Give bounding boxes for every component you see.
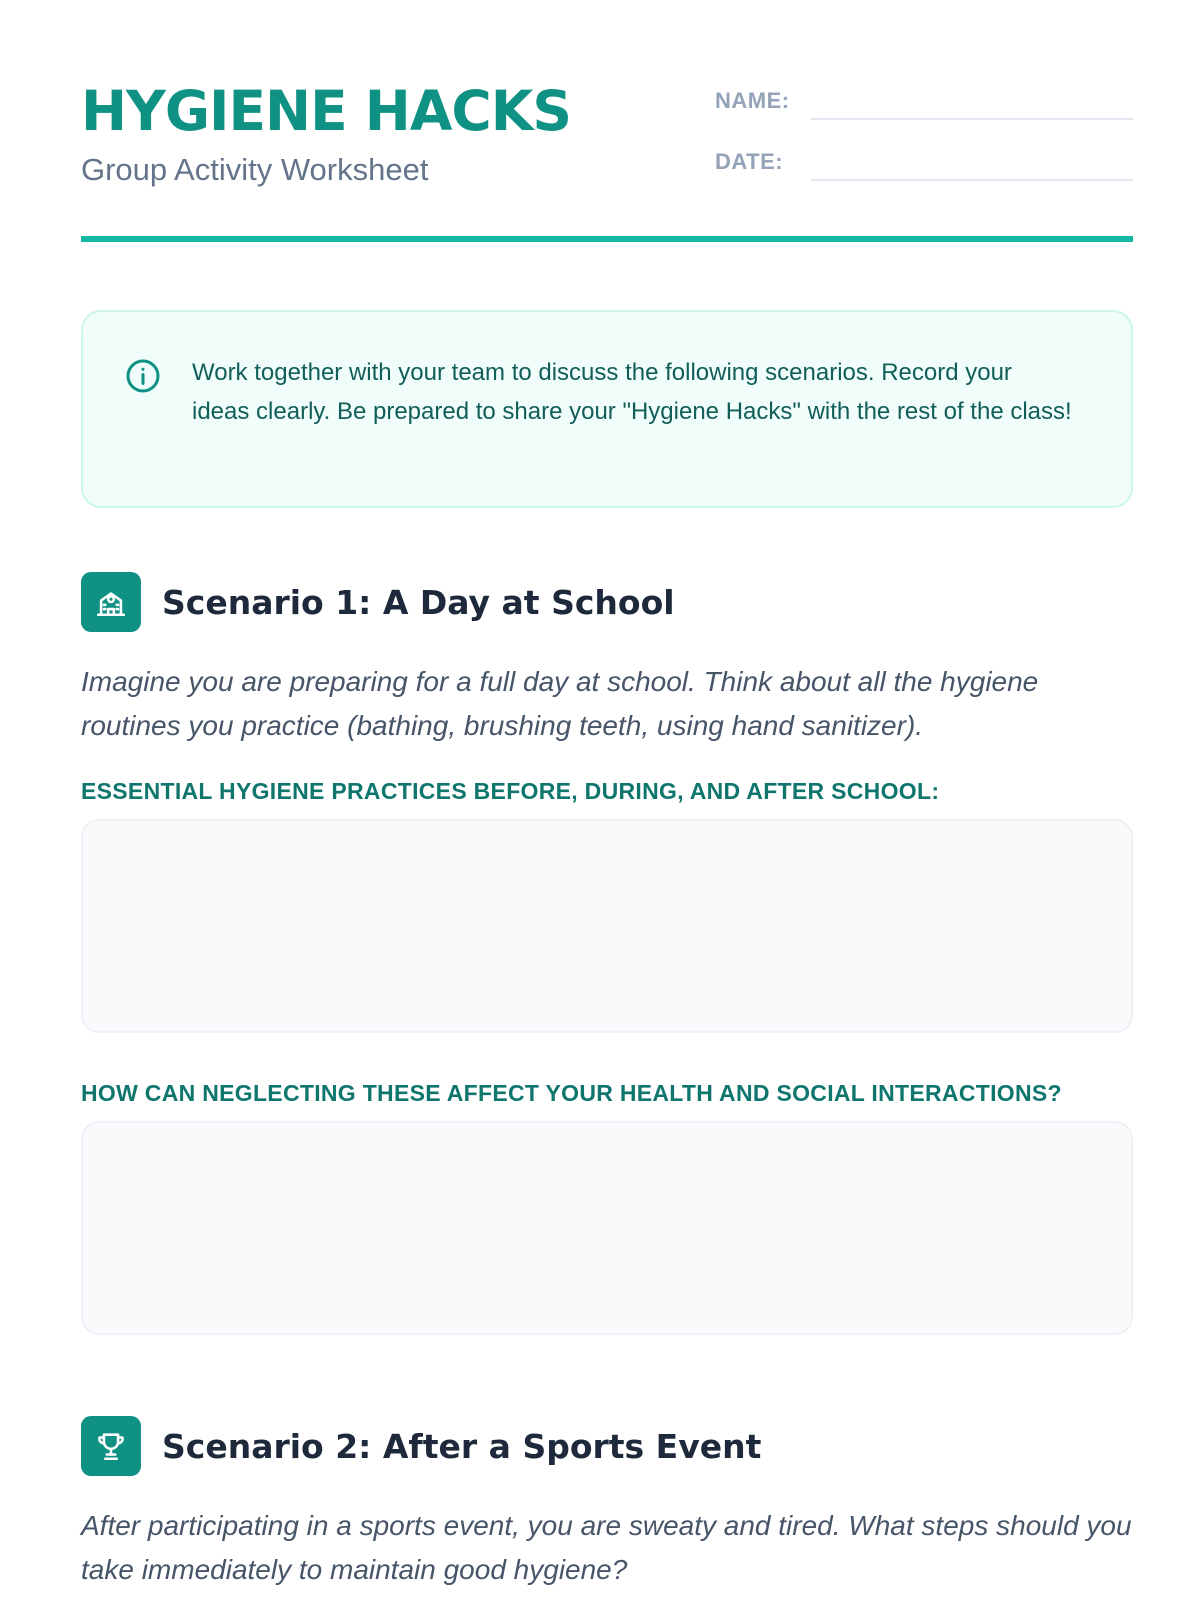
scenario-1-description: Imagine you are preparing for a full day at school. Think about all the hygiene routines you practice (bathing, brushing teeth, using hand sanitizer). (81, 666, 1039, 741)
worksheet-header (81, 0, 1133, 248)
name-input-line[interactable] (811, 118, 1133, 120)
name-field[interactable] (715, 84, 1133, 124)
scenario-2-header (81, 1416, 1133, 1476)
info-icon (125, 358, 161, 394)
scenario-1-answer-2-box[interactable] (81, 1121, 1133, 1335)
scenario-1-header (81, 572, 1133, 632)
instructions-text: Work together with your team to discuss the following scenarios. Record your ideas clearly. Be prepared to share your "Hygiene Hacks" with the rest of the class! (192, 359, 1072, 425)
instructions-callout (81, 310, 1133, 508)
scenario-1-question-2-label: HOW CAN NEGLECTING THESE AFFECT YOUR HEALTH AND SOCIAL INTERACTIONS? (81, 1080, 1062, 1106)
name-label: NAME: (715, 88, 790, 113)
page-title: HYGIENE HACKS (81, 79, 571, 143)
trophy-icon (81, 1416, 141, 1476)
scenario-1-question-1-label: ESSENTIAL HYGIENE PRACTICES BEFORE, DURING, AND AFTER SCHOOL: (81, 778, 940, 804)
scenario-2-title: Scenario 2: After a Sports Event (162, 1427, 762, 1466)
scenario-1-answer-1-box[interactable] (81, 819, 1133, 1033)
header-divider (81, 236, 1133, 242)
date-label: DATE: (715, 149, 784, 174)
page-subtitle: Group Activity Worksheet (81, 152, 429, 187)
scenario-1-title: Scenario 1: A Day at School (162, 583, 675, 622)
date-field[interactable] (715, 145, 1133, 185)
worksheet-page (81, 0, 1133, 1585)
scenario-2-description: After participating in a sports event, you are sweaty and tired. What steps should you take immediately to maintain good hygiene? (81, 1510, 1132, 1585)
date-input-line[interactable] (811, 179, 1133, 181)
school-icon (81, 572, 141, 632)
